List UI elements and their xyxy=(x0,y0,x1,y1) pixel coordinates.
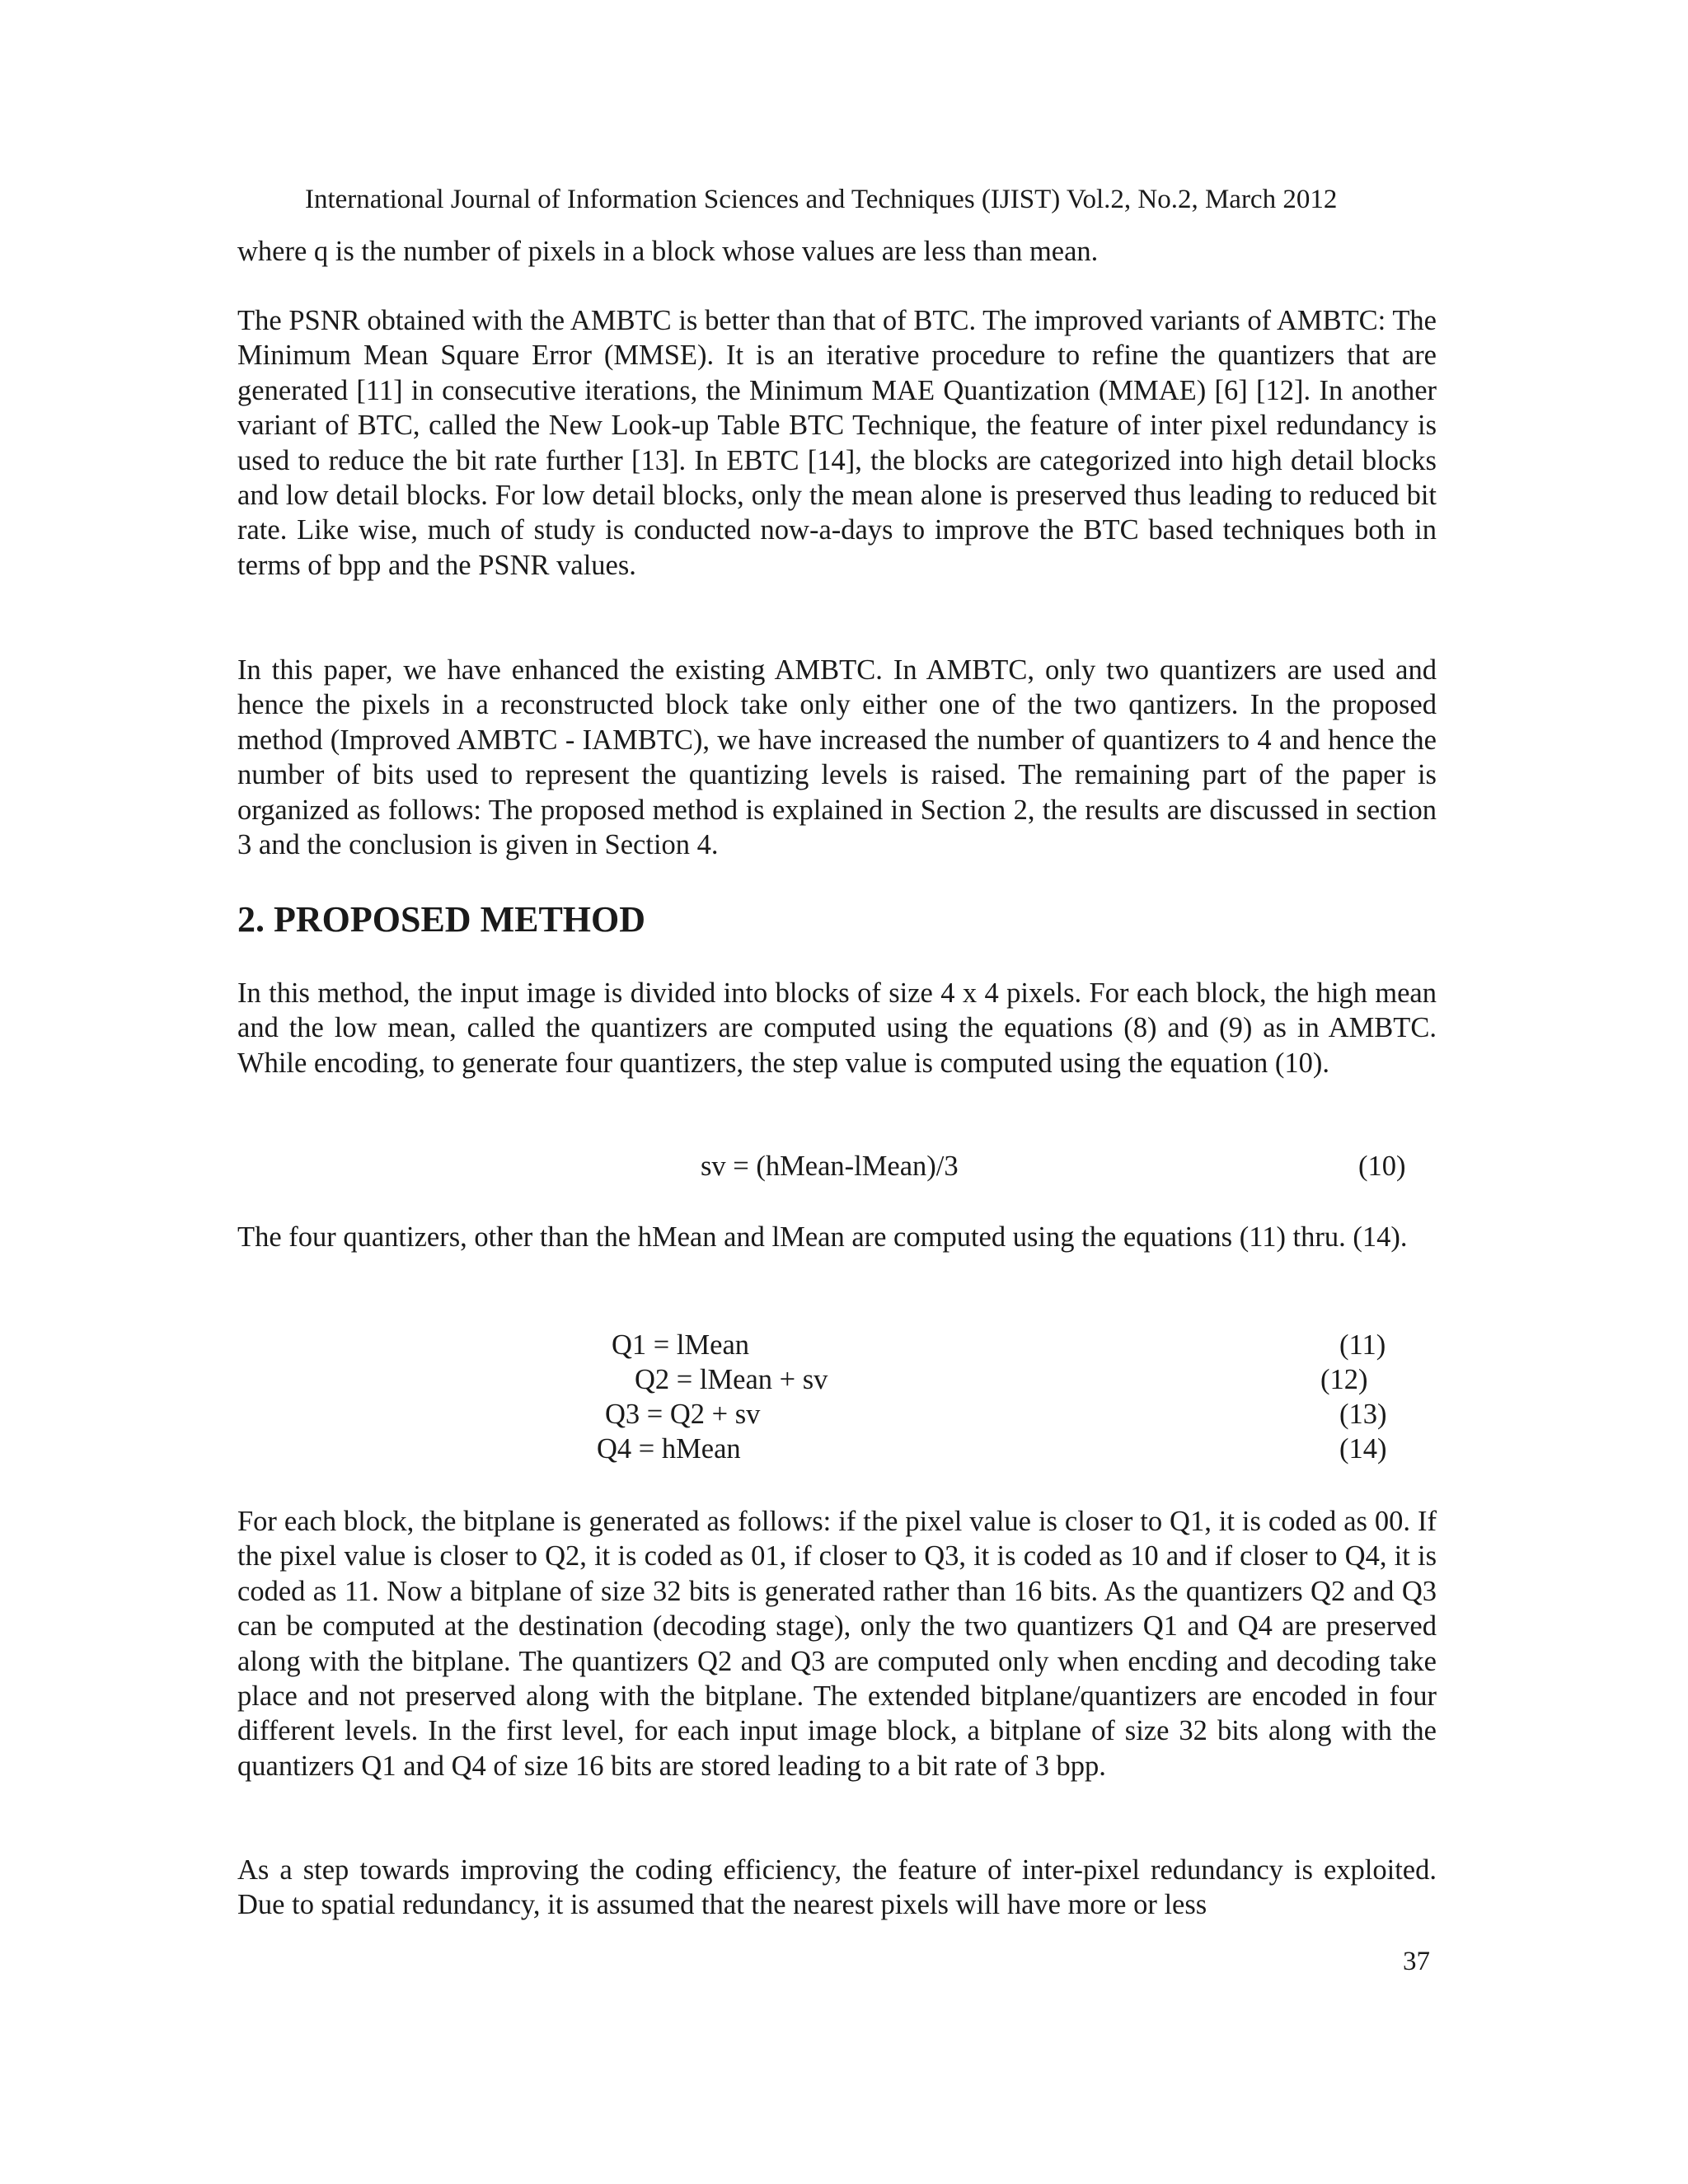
paragraph-intro-line: where q is the number of pixels in a block whose values are less than mean. xyxy=(237,236,1099,267)
running-header: International Journal of Information Sciences and Techniques (IJIST) Vol.2, No.2, March 2012 xyxy=(305,185,1338,214)
equation-number: (11) xyxy=(1339,1329,1386,1361)
equation-number: (12) xyxy=(1320,1364,1368,1395)
paragraph-four-quantizers: The four quantizers, other than the hMean and lMean are computed using the equations (11) thru. (14). xyxy=(237,1221,1408,1253)
paragraph-inter-pixel-redundancy: As a step towards improving the coding efficiency, the feature of inter-pixel redundancy is exploited. Due to spatial redundancy, it is assumed that the nearest pixels will have more or less xyxy=(237,1854,1437,1921)
page-number: 37 xyxy=(1403,1947,1430,1976)
equation-number: (10) xyxy=(1358,1151,1406,1182)
equation-expression: Q2 = lMean + sv xyxy=(635,1364,828,1395)
paragraph-ambtc-variants: The PSNR obtained with the AMBTC is better than that of BTC. The improved variants of AMBTC: The Minimum Mean Square Error (MMSE). It is an iterative procedure to refine the quantizers that are generated [11] in consecutive iterations, the Minimum MAE Quantization (MMAE) [6] [12]. In another variant of BTC, called the New Look-up Table BTC Technique, the feature of inter pixel redundancy is used to reduce the bit rate further [13]. In EBTC [14], the blocks are categorized into high detail blocks and low detail blocks. For low detail blocks, only the mean alone is preserved thus leading to reduced bit rate. Like wise, much of study is conducted now-a-days to improve the BTC based techniques both in terms of bpp and the PSNR values. xyxy=(237,305,1437,581)
section-heading-proposed-method: 2. PROPOSED METHOD xyxy=(237,899,646,940)
equation-number: (14) xyxy=(1339,1433,1387,1465)
equation-expression: Q3 = Q2 + sv xyxy=(605,1399,761,1430)
equation-expression: Q1 = lMean xyxy=(612,1329,750,1361)
paragraph-paper-overview: In this paper, we have enhanced the existing AMBTC. In AMBTC, only two quantizers are used and hence the pixels in a reconstructed block take only either one of the two qantizers. In the proposed method (Improved AMBTC - IAMBTC), we have increased the number of quantizers to 4 and hence the number of bits used to represent the quantizing levels is raised. The remaining part of the paper is organized as follows: The proposed method is explained in Section 2, the results are discussed in section 3 and the conclusion is given in Section 4. xyxy=(237,654,1437,861)
equation-expression: Q4 = hMean xyxy=(597,1433,741,1465)
equation-number: (13) xyxy=(1339,1399,1387,1430)
paragraph-bitplane-generation: For each block, the bitplane is generated as follows: if the pixel value is closer to Q1, it is coded as 00. If the pixel value is closer to Q2, it is coded as 01, if closer to Q3, it is coded as 10 and if closer to Q4, it is coded as 11. Now a bitplane of size 32 bits is generated rather than 16 bits. As the quantizers Q2 and Q3 can be computed at the destination (decoding stage), only the two quantizers Q1 and Q4 are preserved along with the bitplane. The quantizers Q2 and Q3 are computed only when encding and decoding take place and not preserved along with the bitplane. The extended bitplane/quantizers are encoded in four different levels. In the first level, for each input image block, a bitplane of size 32 bits along with the quantizers Q1 and Q4 of size 16 bits are stored leading to a bit rate of 3 bpp. xyxy=(237,1506,1437,1782)
paragraph-method-description: In this method, the input image is divided into blocks of size 4 x 4 pixels. For each block, the high mean and the low mean, called the quantizers are computed using the equations (8) and (9) as in AMBTC. While encoding, to generate four quantizers, the step value is computed using the equation (10). xyxy=(237,977,1437,1079)
equation-expression: sv = (hMean-lMean)/3 xyxy=(701,1151,959,1182)
